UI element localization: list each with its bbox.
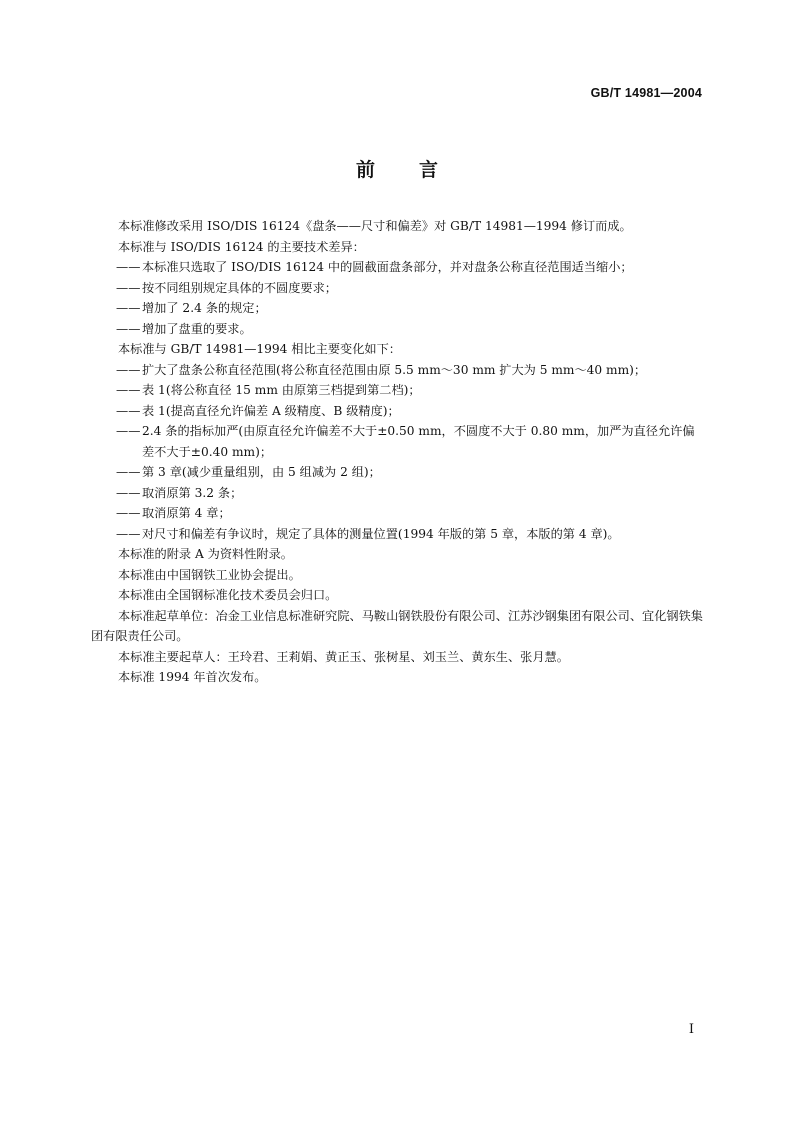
- change-item: —— 扩大了盘条公称直径范围(将公称直径范围由原 5.5 mm～30 mm 扩大为 5 mm～40 mm)；: [116, 360, 706, 381]
- dash-mark: ——: [116, 362, 141, 377]
- dash-mark: ——: [116, 485, 141, 500]
- dash-mark: ——: [116, 424, 141, 438]
- dash-mark: ——: [116, 383, 141, 397]
- changes-heading: 本标准与 GB/T 14981—1994 相比主要变化如下：: [118, 342, 401, 356]
- dash-mark: ——: [116, 301, 141, 315]
- dash-mark: ——: [116, 280, 141, 295]
- page-number: I: [688, 1022, 694, 1037]
- difference-item: —— 按不同组别规定具体的不圆度要求；: [116, 278, 706, 299]
- change-item: —— 对尺寸和偏差有争议时，规定了具体的测量位置(1994 年版的第 5 章，本版的第 4 章)。: [116, 524, 706, 545]
- intro-paragraph: 本标准修改采用 ISO/DIS 16124《盘条——尺寸和偏差》对 GB/T 14981—1994 修订而成。: [118, 219, 632, 233]
- differences-heading: 本标准与 ISO/DIS 16124 的主要技术差异：: [118, 239, 365, 254]
- drafting-units: 本标准起草单位：冶金工业信息标准研究院、马鞍山钢铁股份有限公司、江苏沙钢集团有限公司、宜化钢铁集团有限责任公司。: [91, 608, 703, 643]
- dash-mark: ——: [116, 260, 141, 274]
- first-release: 本标准 1994 年首次发布。: [118, 670, 267, 684]
- difference-item: —— 增加了盘重的要求。: [116, 319, 706, 340]
- dash-mark: ——: [116, 403, 141, 418]
- change-item: —— 取消原第 3.2 条；: [116, 483, 706, 504]
- proposer-statement: 本标准由中国钢铁工业协会提出。: [118, 567, 301, 582]
- change-item: —— 表 1(将公称直径 15 mm 由原第三档提到第二档)；: [116, 380, 706, 401]
- dash-mark: ——: [116, 506, 141, 520]
- centralizer-statement: 本标准由全国钢标准化技术委员会归口。: [118, 588, 338, 602]
- foreword-body: [91, 216, 706, 688]
- page-title: 前言: [355, 159, 482, 181]
- drafters: 本标准主要起草人：王玲君、王莉娟、黄正玉、张树星、刘玉兰、黄东生、张月慧。: [118, 649, 569, 664]
- change-item: —— 取消原第 4 章；: [116, 503, 706, 524]
- annex-statement: 本标准的附录 A 为资料性附录。: [118, 547, 293, 561]
- dash-mark: ——: [116, 526, 141, 541]
- standard-code: GB/T 14981—2004: [590, 86, 702, 100]
- change-item: —— 2.4 条的指标加严(由原直径允许偏差不大于±0.50 mm，不圆度不大于 0.80 mm，加严为直径允许偏差不大于±0.40 mm)；: [116, 421, 706, 462]
- difference-item: —— 增加了 2.4 条的规定；: [116, 298, 706, 319]
- dash-mark: ——: [116, 321, 141, 336]
- difference-item: —— 本标准只选取了 ISO/DIS 16124 中的圆截面盘条部分，并对盘条公称直径范围适当缩小；: [116, 257, 706, 278]
- change-item: —— 第 3 章(减少重量组别，由 5 组减为 2 组)；: [116, 462, 706, 483]
- dash-mark: ——: [116, 465, 141, 479]
- change-item: —— 表 1(提高直径允许偏差 A 级精度、B 级精度)；: [116, 401, 706, 422]
